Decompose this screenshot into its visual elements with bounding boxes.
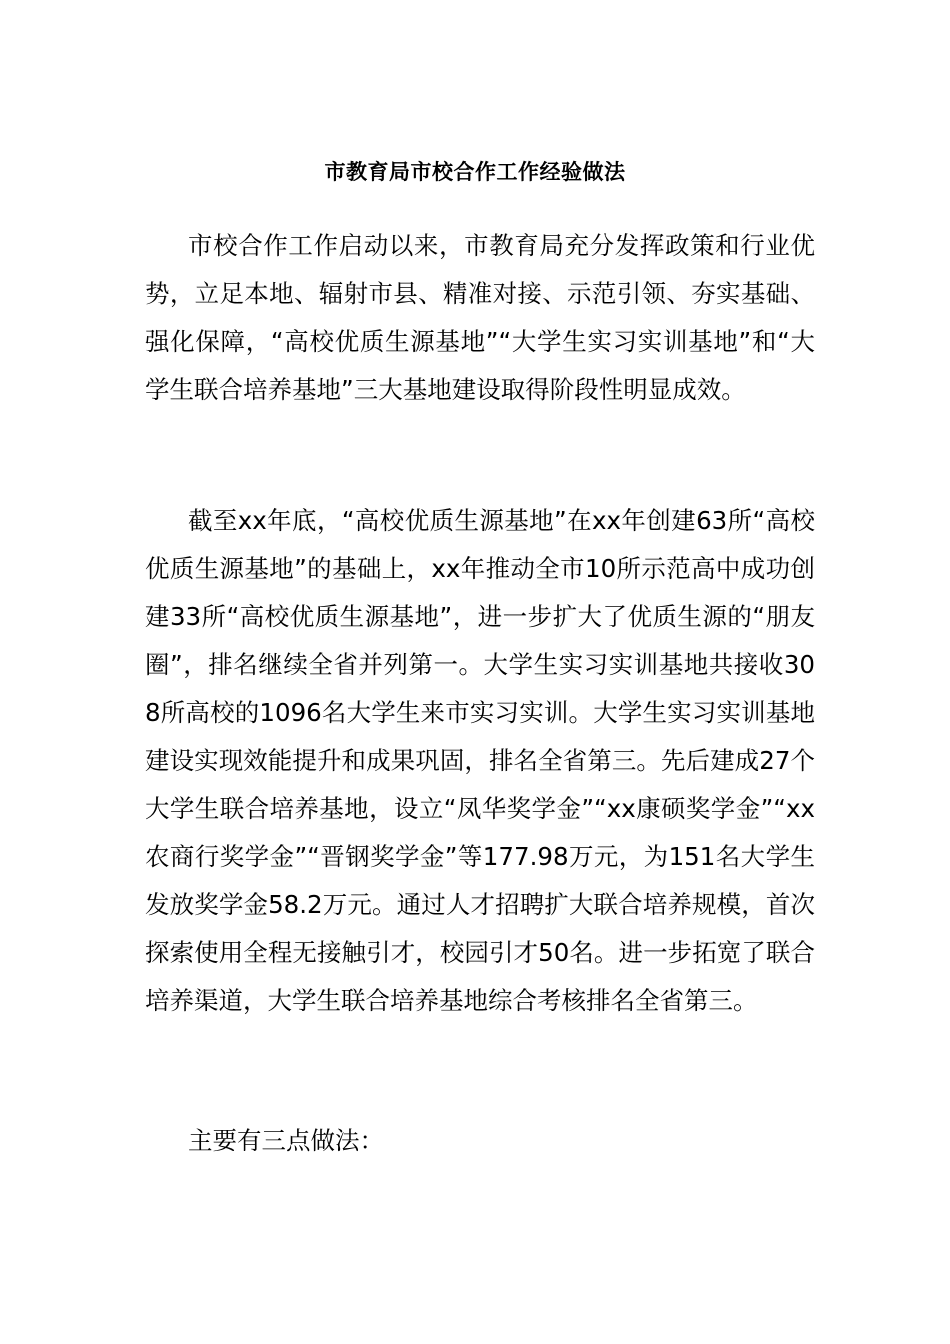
document-title: 市教育局市校合作工作经验做法 [324,160,626,184]
paragraph-achievements: 截至xx年底，“高校优质生源基地”在xx年创建63所“高校优质生源基地”的基础上，xx年推动全市10所示范高中成功创建33所“高校优质生源基地”，进一步扩大了优质生源的“朋友圈”，排名继续全省并列第一。大学生实习实训基地共接收308所高校的1096名大学生来市实习实训。大学生实习实训基地建设实现效能提升和成果巩固，排名全省第三。先后建成27个大学生联合培养基地，设立“凤华奖学金”“xx康硕奖学金”“xx农商行奖学金”“晋钢奖学金”等177.98万元，为151名大学生发放奖学金58.2万元。通过人才招聘扩大联合培养规模，首次探索使用全程无接触引才，校园引才50名。进一步拓宽了联合培养渠道，大学生联合培养基地综合考核排名全省第三。 [145,506,815,1015]
paragraph-intro: 市校合作工作启动以来，市教育局充分发挥政策和行业优势，立足本地、辐射市县、精准对接、示范引领、夯实基础、强化保障，“高校优质生源基地”“大学生实习实训基地”和“大学生联合培养基地”三大基地建设取得阶段性明显成效。 [145,231,815,404]
paragraph-methods-heading: 主要有三点做法： [188,1126,384,1155]
